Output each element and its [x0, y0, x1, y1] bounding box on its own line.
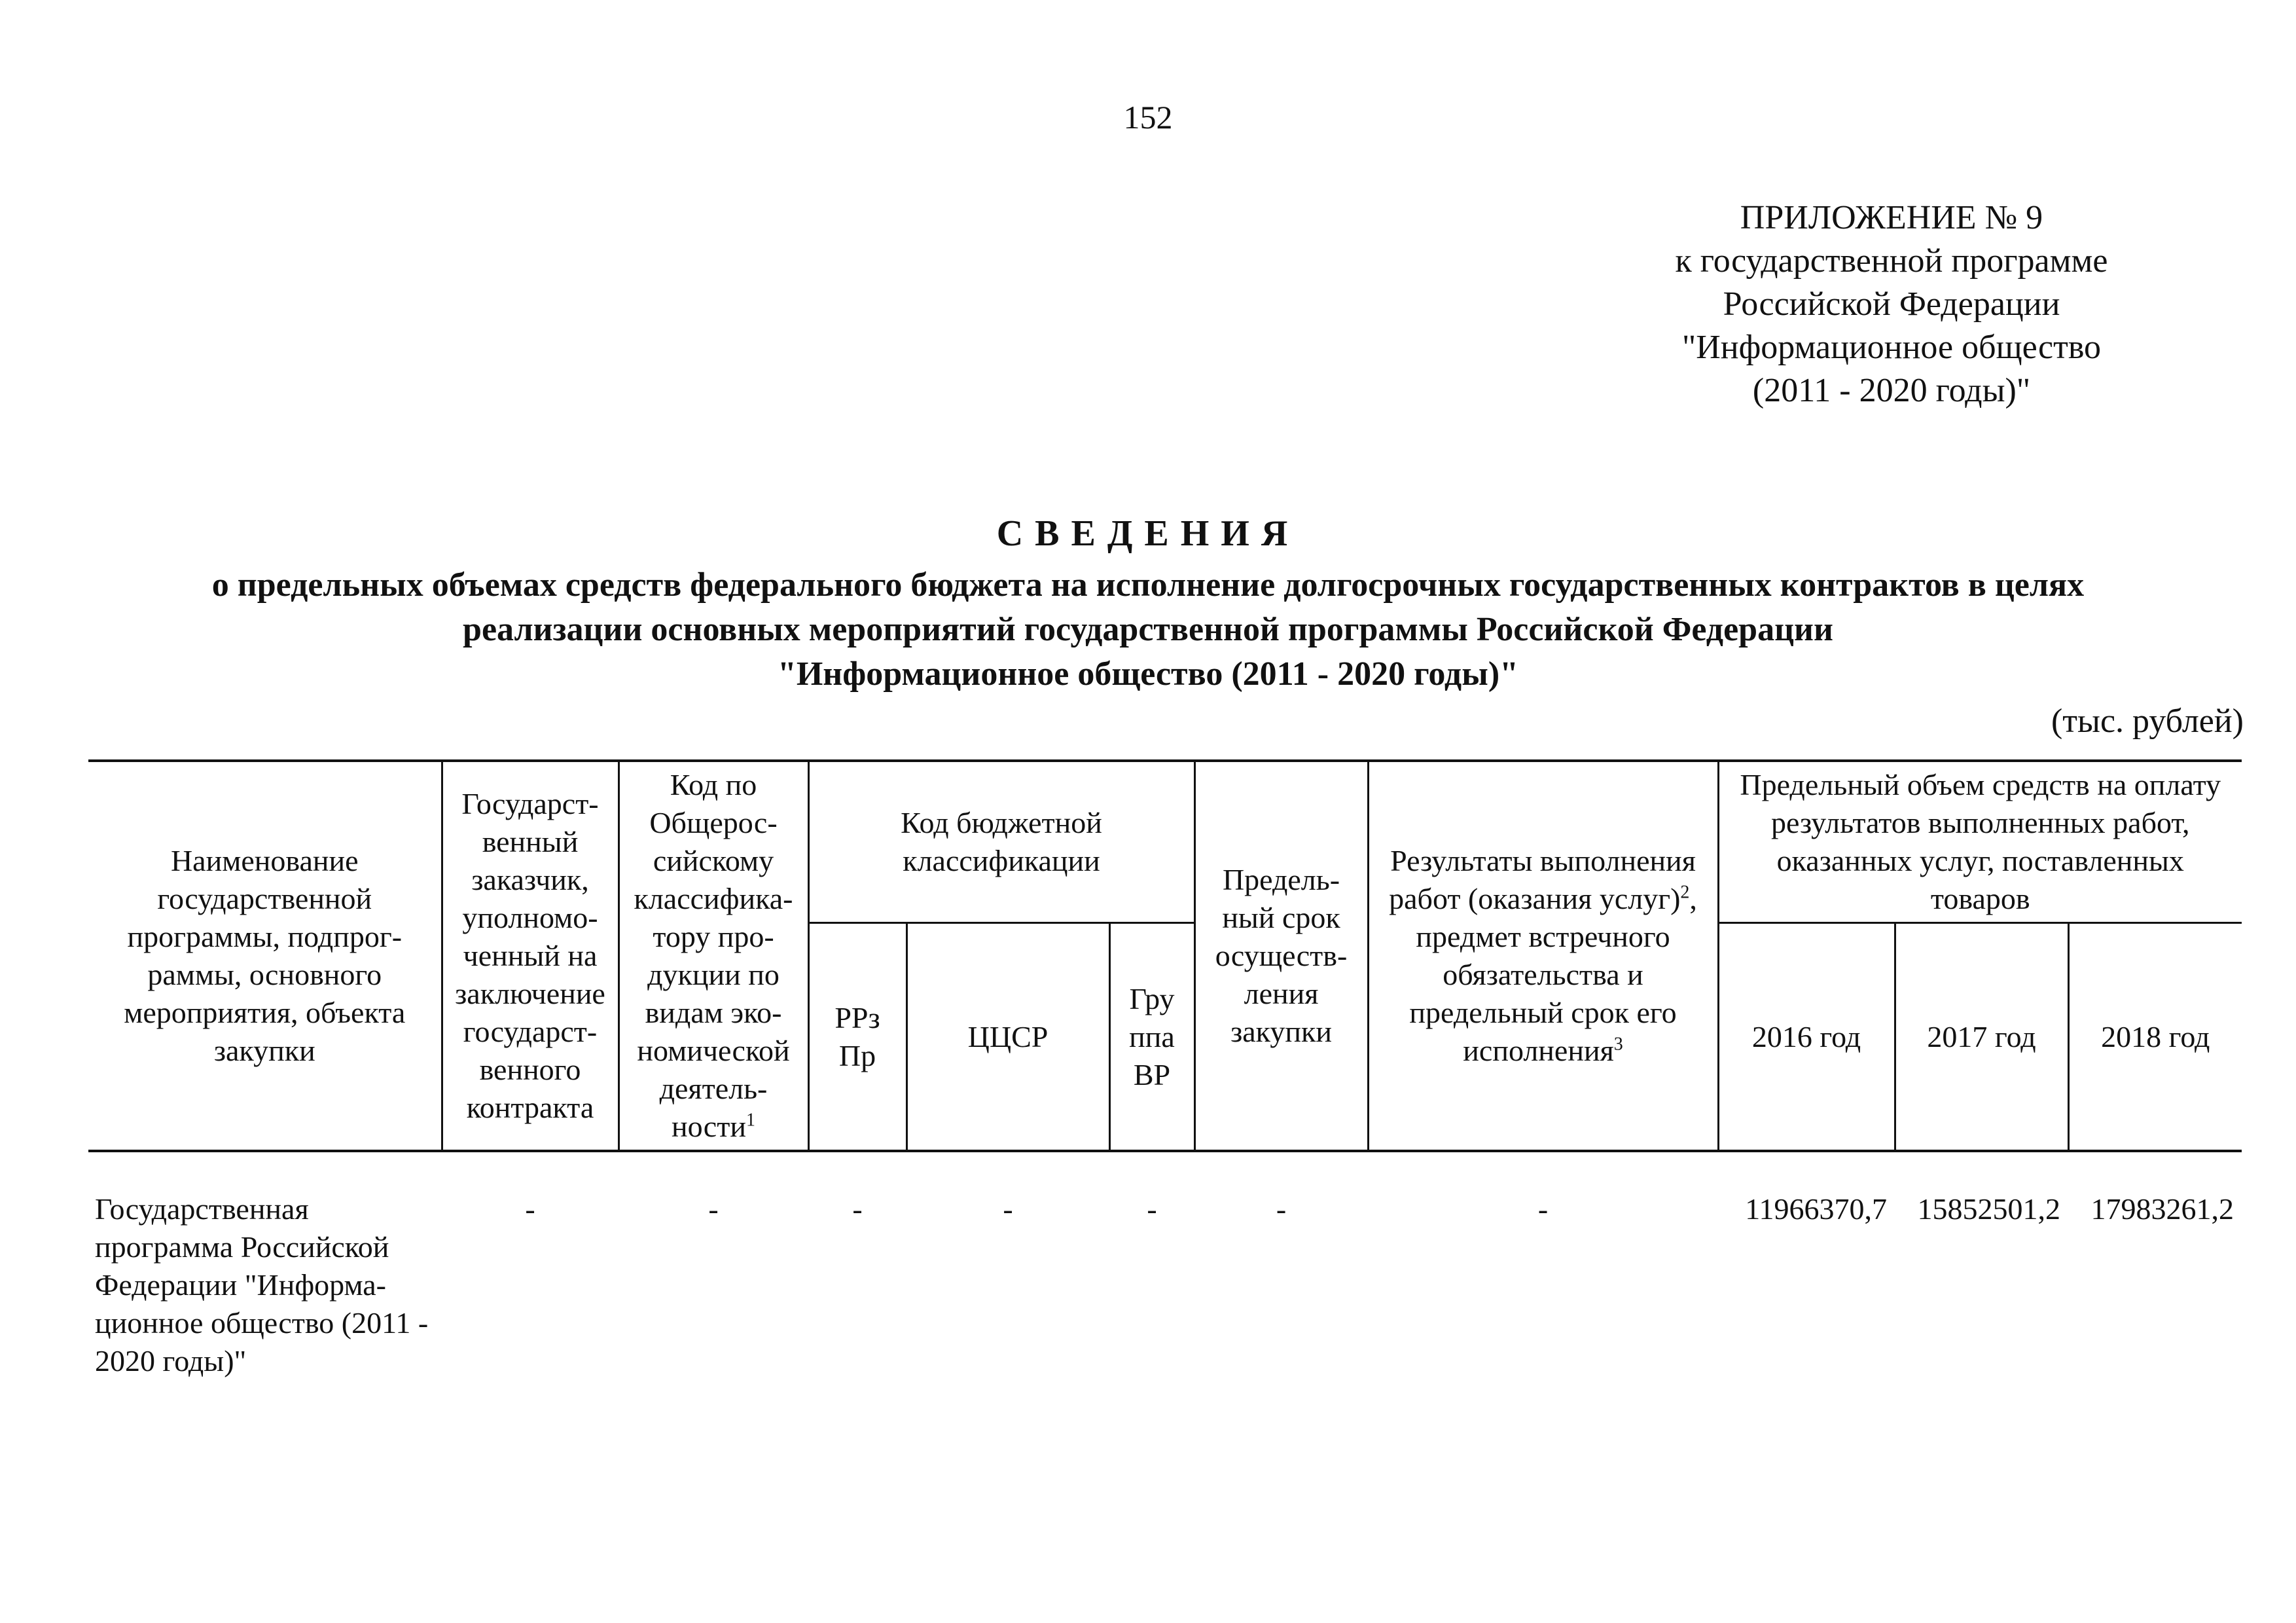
row-name: Государственная программа Российской Федерации "Информа-ционное общество (2011 - 2020 годы)" — [95, 1192, 429, 1377]
header-year-2017: 2017 год — [1895, 923, 2068, 1151]
page-number: 152 — [1123, 99, 1173, 136]
appendix-line-4: "Информационное общество — [1681, 329, 2102, 366]
document-subtitle — [0, 563, 2296, 697]
header-results-footnote-2: 3 — [1613, 1034, 1623, 1055]
row-okpd: - — [708, 1192, 719, 1226]
header-customer: Государст-венный заказчик, уполномо-ченный на заключение государст-венного контракта — [442, 761, 619, 1151]
header-results-footnote-1: 2 — [1680, 882, 1690, 903]
header-okpd-text: Код по Общерос-сийскому классифика-тору про-дукции по видам эко-номической деятель-ности — [634, 768, 793, 1143]
header-year-2016: 2016 год — [1718, 923, 1895, 1151]
appendix-block — [1610, 196, 2173, 412]
row-vr: - — [1147, 1192, 1157, 1226]
header-results-text-2: , предмет встречного обязательства и предельный срок его исполнения — [1409, 882, 1697, 1067]
header-okpd — [619, 761, 808, 1151]
header-results-text-1: Результаты выполнения работ (оказания услуг) — [1389, 844, 1696, 915]
subtitle-line-2: реализации основных мероприятий государственной программы Российской Федерации — [463, 611, 1833, 648]
row-csr: - — [1003, 1192, 1013, 1226]
row-results: - — [1537, 1192, 1549, 1226]
title-block — [0, 511, 2296, 697]
document-title: СВЕДЕНИЯ — [996, 513, 1300, 554]
row-deadline: - — [1276, 1192, 1287, 1226]
header-csr: ЦЦСР — [906, 923, 1109, 1151]
header-year-2018: 2018 год — [2068, 923, 2242, 1151]
header-budget-code: Код бюджетной классификации — [808, 761, 1194, 923]
row-value-2016: 11966370,7 — [1745, 1192, 1888, 1226]
header-rz-pr: РРз Пр — [808, 923, 906, 1151]
row-rz-pr: - — [852, 1192, 863, 1226]
header-name: Наименование государственной программы, подпрог-раммы, основного мероприятия, объекта закупки — [88, 761, 442, 1151]
appendix-line-2: к государственной программе — [1675, 242, 2108, 280]
appendix-line-5: (2011 - 2020 годы)" — [1752, 372, 2031, 409]
appendix-line-3: Российской Федерации — [1723, 285, 2060, 323]
budget-table — [88, 759, 2242, 1380]
row-value-2017: 15852501,2 — [1917, 1192, 2061, 1226]
table-row — [88, 1151, 2242, 1380]
subtitle-line-1: о предельных объемах средств федерального бюджета на исполнение долгосрочных государственных контрактов в целях — [211, 566, 2085, 604]
units-label: (тыс. рублей) — [2051, 702, 2244, 740]
header-deadline: Предель-ный срок осуществ-ления закупки — [1194, 761, 1368, 1151]
row-customer: - — [525, 1192, 535, 1226]
header-results — [1368, 761, 1718, 1151]
appendix-line-1: ПРИЛОЖЕНИЕ № 9 — [1740, 199, 2043, 236]
header-limit-volume: Предельный объем средств на оплату результатов выполненных работ, оказанных услуг, поставленных товаров — [1718, 761, 2242, 923]
subtitle-line-3: "Информационное общество (2011 - 2020 годы)" — [777, 655, 1518, 693]
header-vr: Гру ппа ВР — [1109, 923, 1194, 1151]
header-okpd-footnote: 1 — [745, 1110, 755, 1131]
row-value-2018: 17983261,2 — [2090, 1192, 2234, 1226]
